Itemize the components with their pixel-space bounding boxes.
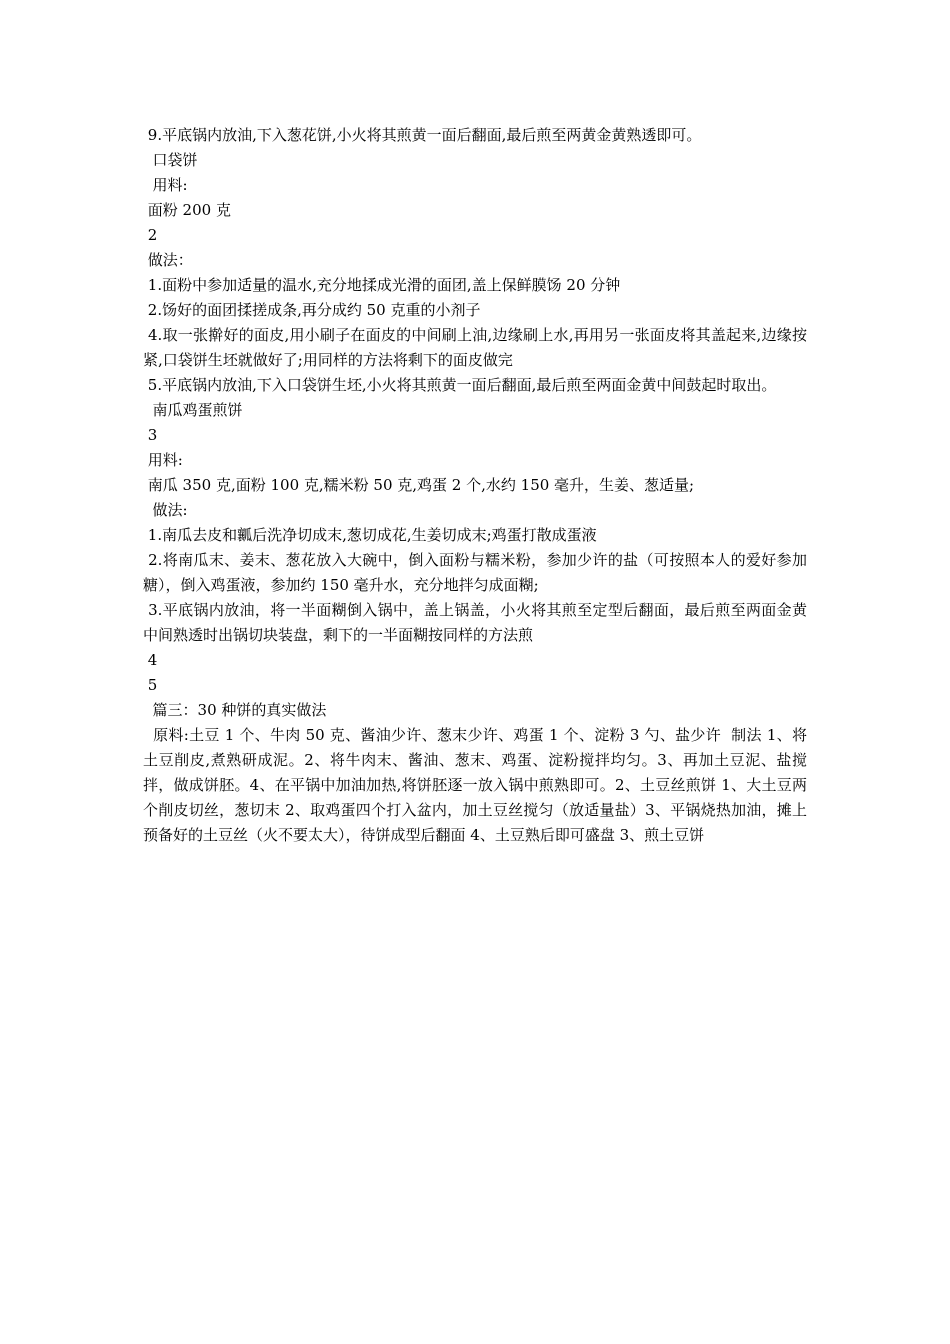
step-3-fry: 3.平底锅内放油，将一半面糊倒入锅中，盖上锅盖，小火将其煎至定型后翻面，最后煎至两面金黄中间熟透时出锅切块装盘，剩下的一半面糊按同样的方法煎	[143, 601, 807, 644]
step-4-assemble: 4.取一张擀好的面皮,用小刷子在面皮的中间刷上油,边缘刷上水,再用另一张面皮将其盖起来,边缘按紧,口袋饼生坯就做好了;用同样的方法将剩下的面皮做完	[143, 326, 807, 369]
step-2-portion: 2.饧好的面团揉搓成条,再分成约 50 克重的小剂子	[143, 301, 481, 319]
potato-pancake-recipe: 原料:土豆 1 个、牛肉 50 克、酱油少许、葱末少许、鸡蛋 1 个、淀粉 3 勺、盐少许 制法 1、将土豆削皮,煮熟研成泥。2、将牛肉末、酱油、葱末、鸡蛋、淀粉搅拌均匀。3、再加土豆泥、盐搅拌，做成饼胚。4、在平锅中加油加热,将饼胚逐一放入锅中煎熟即可。2、土豆丝煎饼 1、大土豆两个削皮切丝，葱切末 2、取鸡蛋四个打入盆内，加土豆丝搅匀（放适量盐）3、平锅烧热加油，摊上预备好的土豆丝（火不要太大），待饼成型后翻面 4、土豆熟后即可盛盘 3、煎土豆饼	[143, 726, 807, 844]
section-number: 4	[143, 651, 158, 669]
ingredients-heading: 用料:	[143, 176, 188, 194]
section-number: 3	[143, 426, 158, 444]
step-1-prepare: 1.南瓜去皮和瓤后洗净切成末,葱切成花,生姜切成末;鸡蛋打散成蛋液	[143, 526, 597, 544]
chapter-heading: 篇三：30 种饼的真实做法	[143, 701, 327, 719]
section-number: 5	[143, 676, 158, 694]
ingredient-flour: 面粉 200 克	[143, 201, 231, 219]
step-2-batter: 2.将南瓜末、姜末、葱花放入大碗中，倒入面粉与糯米粉，参加少许的盐（可按照本人的爱好参加糖），倒入鸡蛋液，参加约 150 毫升水，充分地拌匀成面糊;	[143, 551, 807, 594]
method-heading: 做法:	[143, 501, 188, 519]
step-1-dough: 1.面粉中参加适量的温水,充分地揉成光滑的面团,盖上保鲜膜饧 20 分钟	[143, 276, 621, 294]
document-body	[143, 123, 807, 848]
section-number: 2	[143, 226, 158, 244]
step-9-scallion-pancake: 9.平底锅内放油,下入葱花饼,小火将其煎黄一面后翻面,最后煎至两黄金黄熟透即可。	[143, 126, 702, 144]
ingredients-heading: 用料:	[143, 451, 183, 469]
recipe-title-pumpkin-egg-pancake: 南瓜鸡蛋煎饼	[143, 401, 243, 419]
ingredient-list: 南瓜 350 克,面粉 100 克,糯米粉 50 克,鸡蛋 2 个,水约 150 毫升，生姜、葱适量;	[143, 476, 695, 494]
recipe-title-pocket-pancake: 口袋饼	[143, 151, 198, 169]
step-5-fry: 5.平底锅内放油,下入口袋饼生坯,小火将其煎黄一面后翻面,最后煎至两面金黄中间鼓起时取出。	[143, 376, 777, 394]
method-heading: 做法：	[143, 251, 193, 269]
